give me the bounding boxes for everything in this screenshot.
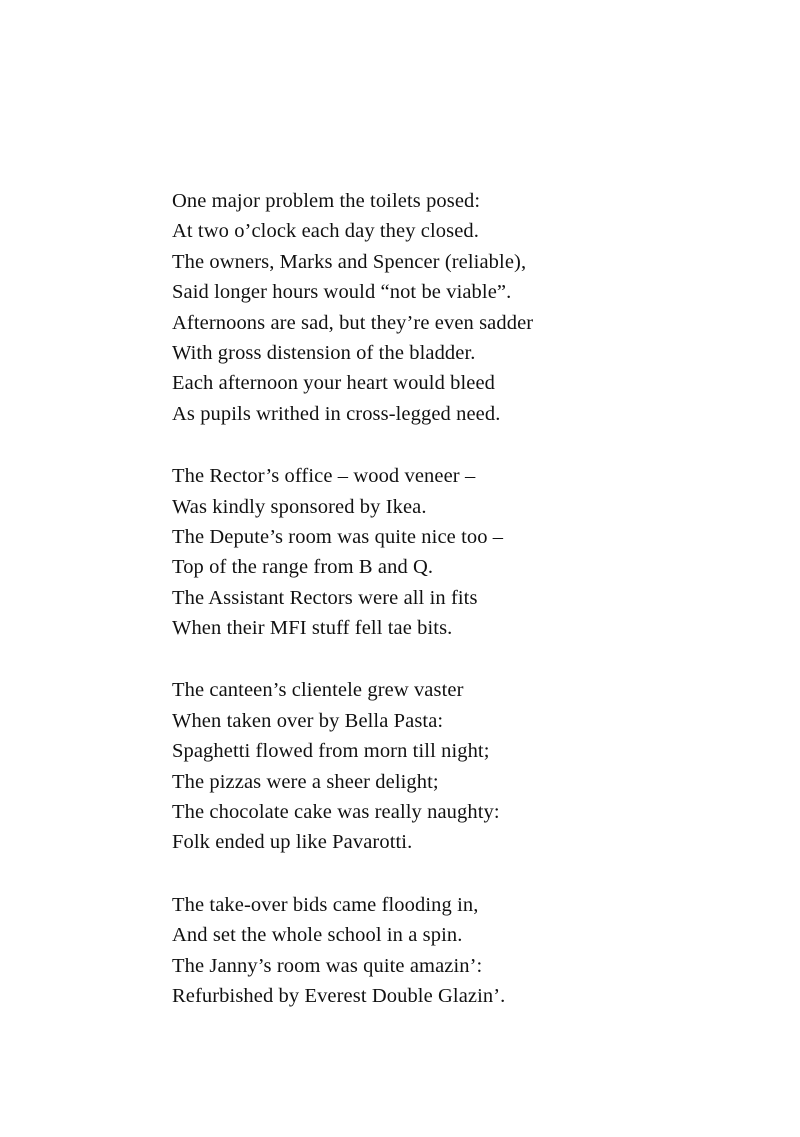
poem-line: Folk ended up like Pavarotti. xyxy=(172,831,413,854)
poem-line: When taken over by Bella Pasta: xyxy=(172,709,444,732)
poem-line: Top of the range from B and Q. xyxy=(172,556,434,579)
stanza-1 xyxy=(172,186,772,429)
poem-line: At two o’clock each day they closed. xyxy=(172,220,480,243)
poem-line: With gross distension of the bladder. xyxy=(172,341,476,364)
poem-line: As pupils writhed in cross-legged need. xyxy=(172,402,501,425)
poem-line: The Depute’s room was quite nice too – xyxy=(172,525,504,548)
poem-line: The take-over bids came flooding in, xyxy=(172,893,479,916)
poem-line: Said longer hours would “not be viable”. xyxy=(172,281,512,304)
poem-line: The owners, Marks and Spencer (reliable), xyxy=(172,250,527,273)
poem-line: Refurbished by Everest Double Glazin’. xyxy=(172,984,506,1007)
stanza-3 xyxy=(172,675,772,857)
poem-line: The Assistant Rectors were all in fits xyxy=(172,586,478,609)
poem-line: The chocolate cake was really naughty: xyxy=(172,801,500,824)
poem-line: Spaghetti flowed from morn till night; xyxy=(172,740,490,763)
poem-text xyxy=(172,186,772,1043)
poem-line: When their MFI stuff fell tae bits. xyxy=(172,617,453,640)
poem-line: The Rector’s office – wood veneer – xyxy=(172,465,476,488)
stanza-4 xyxy=(172,890,772,1012)
stanza-2 xyxy=(172,461,772,643)
poem-line: Afternoons are sad, but they’re even sadder xyxy=(172,311,534,334)
poem-line: And set the whole school in a spin. xyxy=(172,924,463,947)
poem-line: Each afternoon your heart would bleed xyxy=(172,372,496,395)
poem-line: The Janny’s room was quite amazin’: xyxy=(172,954,483,977)
poem-line: The pizzas were a sheer delight; xyxy=(172,770,439,793)
poem-line: One major problem the toilets posed: xyxy=(172,190,481,212)
poem-line: Was kindly sponsored by Ikea. xyxy=(172,495,427,518)
poem-line: The canteen’s clientele grew vaster xyxy=(172,679,464,702)
